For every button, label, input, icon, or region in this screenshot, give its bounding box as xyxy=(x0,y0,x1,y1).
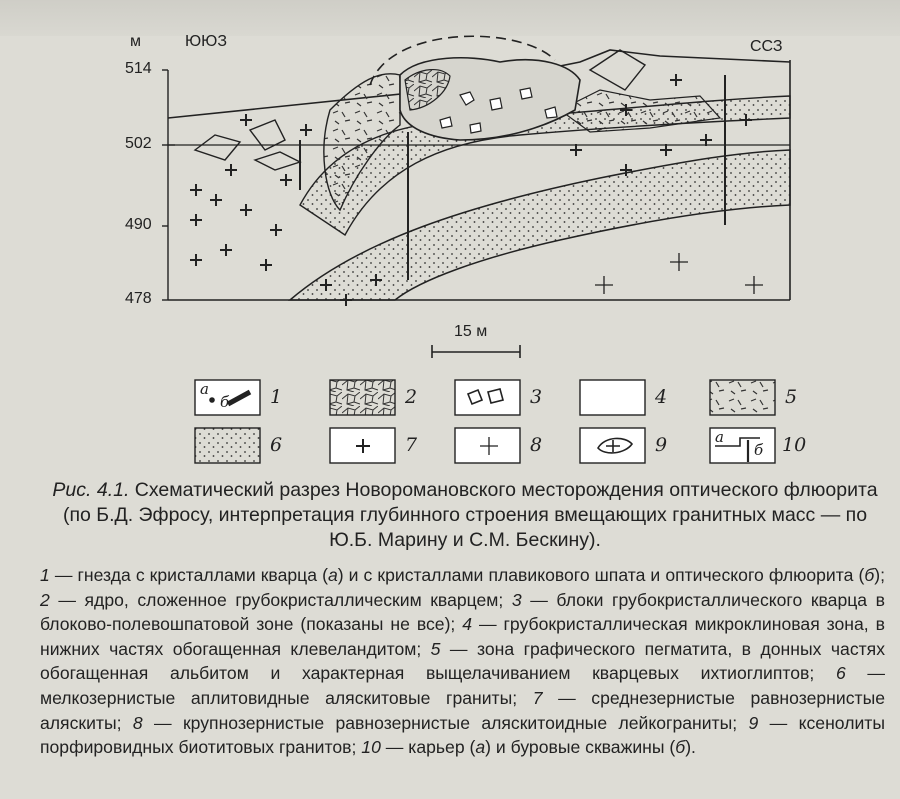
note-text: — крупнозернистые равнозернистые аляскитоидные лейкограниты; xyxy=(142,712,749,733)
note-text: — грубокристаллическая микроклиновая зона, в нижних частях обогащенная клевеландитом; xyxy=(40,614,885,659)
legend-number-2: 2 xyxy=(405,386,418,408)
legend-1-sub-a: а xyxy=(200,380,209,398)
note-text: — блоки грубокристаллического кварца в блоково-полевошпатовой зоне (показаны не все); xyxy=(40,589,886,635)
elevation-label-478: 478 xyxy=(125,290,152,307)
note-sub-letter: б xyxy=(675,737,686,758)
scale-bar xyxy=(432,345,520,358)
leucogranite-marks xyxy=(595,253,763,294)
caption-label: Рис. 4.1. xyxy=(52,479,130,501)
graphic-pegmatite-zone-right xyxy=(560,90,720,132)
note-text: ) и с кристаллами плавикового шпата и оптического флюорита ( xyxy=(337,565,865,585)
note-text: — среднезернистые равнозернистые аляскиты; xyxy=(40,687,885,733)
note-text: ); xyxy=(874,565,885,585)
legend-10-sub-a: а xyxy=(715,428,724,446)
note-number: 9 xyxy=(748,712,759,733)
legend-number-3: 3 xyxy=(530,386,543,408)
direction-right-label: ССЗ xyxy=(750,38,783,55)
legend-notes xyxy=(40,563,885,760)
note-text: — ядро, сложенное грубокристаллическим кварцем; xyxy=(49,589,512,610)
figure-caption xyxy=(50,478,880,553)
elevation-label-490: 490 xyxy=(125,216,152,233)
note-text: — карьер ( xyxy=(380,737,476,758)
direction-left-label: ЮЮЗ xyxy=(185,33,227,50)
legend-number-10: 10 xyxy=(782,434,807,456)
note-text: — гнезда с кристаллами кварца ( xyxy=(49,565,328,585)
caption-text: Схематический разрез Новоромановского месторождения оптического флюорита (по Б.Д. Эфросу, интерпретация глубинного строения вмещающих гранитных масс — по Ю.Б. Марину и С.М. Бескину). xyxy=(62,479,878,551)
legend-10-sub-b: б xyxy=(754,441,764,459)
unit-label: м xyxy=(130,33,141,50)
note-sub-letter: а xyxy=(475,737,486,758)
legend-number-8: 8 xyxy=(530,434,543,456)
note-number: 3 xyxy=(511,589,522,610)
legend-number-4: 4 xyxy=(655,386,668,408)
note-sub-letter: а xyxy=(327,565,338,585)
note-number: 6 xyxy=(835,663,846,684)
note-text: — зона графического пегматита, в донных частях обогащенная альбитом и характерная выщелачиванием кварцевых ихтиоглиптов; xyxy=(40,638,885,684)
elevation-label-514: 514 xyxy=(125,60,152,77)
legend-number-7: 7 xyxy=(405,434,418,456)
legend-1-sub-b: б xyxy=(220,393,230,411)
note-sub-letter: б xyxy=(864,565,875,585)
legend-number-5: 5 xyxy=(785,386,798,408)
legend-number-6: 6 xyxy=(270,434,283,456)
note-text: — мелкозернистые аплитовидные аляскитовые граниты; xyxy=(40,663,885,708)
legend-number-1: 1 xyxy=(270,386,283,408)
elevation-label-502: 502 xyxy=(125,135,152,152)
note-number: 10 xyxy=(361,737,381,758)
note-text: ). xyxy=(685,737,696,758)
note-number: 8 xyxy=(132,712,143,733)
note-number: 1 xyxy=(40,565,50,585)
note-text: — ксенолиты порфировидных биотитовых гранитов; xyxy=(40,712,886,758)
note-number: 7 xyxy=(532,687,543,708)
note-text: ) и буровые скважины ( xyxy=(485,737,676,758)
note-number: 2 xyxy=(40,589,50,610)
elevation-axis xyxy=(162,70,175,300)
scale-label: 15 м xyxy=(454,323,488,340)
note-number: 5 xyxy=(430,638,441,659)
note-number: 4 xyxy=(462,614,473,635)
legend-number-9: 9 xyxy=(655,434,668,456)
